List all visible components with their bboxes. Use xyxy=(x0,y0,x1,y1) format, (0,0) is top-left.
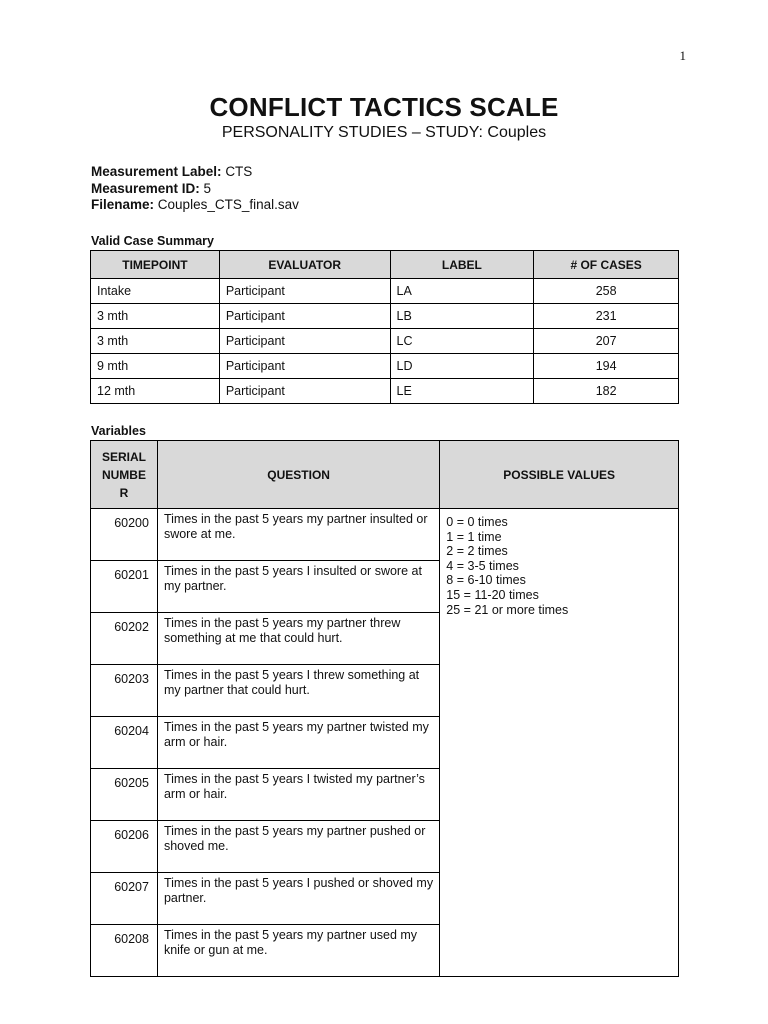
measurement-label-line xyxy=(91,164,299,181)
evaluator-cell: Participant xyxy=(219,329,390,354)
label-cell: LA xyxy=(390,279,534,304)
cases-cell: 207 xyxy=(534,329,679,354)
serial-header-line: R xyxy=(119,485,129,500)
serial-number-cell: 60204 xyxy=(91,717,158,769)
question-cell: Times in the past 5 years my partner twisted my arm or hair. xyxy=(157,717,439,769)
question-cell: Times in the past 5 years my partner threw something at me that could hurt. xyxy=(157,613,439,665)
timepoint-cell: 9 mth xyxy=(91,354,220,379)
measurement-meta xyxy=(91,164,299,214)
serial-number-cell: 60207 xyxy=(91,873,158,925)
valid-case-summary-table xyxy=(90,250,679,404)
serial-number-cell: 60202 xyxy=(91,613,158,665)
column-header-question: QUESTION xyxy=(157,441,439,509)
column-header-label: LABEL xyxy=(390,251,534,279)
possible-value: 15 = 11-20 times xyxy=(446,587,539,602)
possible-value: 25 = 21 or more times xyxy=(446,602,569,617)
table-row xyxy=(91,279,679,304)
evaluator-cell: Participant xyxy=(219,304,390,329)
question-cell: Times in the past 5 years I pushed or shoved my partner. xyxy=(157,873,439,925)
question-cell: Times in the past 5 years I twisted my partner’s arm or hair. xyxy=(157,769,439,821)
possible-value: 0 = 0 times xyxy=(446,515,508,529)
column-header-possible-values: POSSIBLE VALUES xyxy=(440,441,679,509)
column-header-timepoint: TIMEPOINT xyxy=(91,251,220,279)
possible-value: 2 = 2 times xyxy=(446,544,508,559)
timepoint-cell: 12 mth xyxy=(91,379,220,404)
serial-number-cell: 60208 xyxy=(91,925,158,977)
column-header-evaluator: EVALUATOR xyxy=(219,251,390,279)
table-row xyxy=(91,354,679,379)
serial-number-cell: 60200 xyxy=(91,509,158,561)
page-number: 1 xyxy=(679,48,686,63)
measurement-id-key: Measurement ID: xyxy=(91,180,200,196)
table-header-row xyxy=(91,441,679,509)
measurement-id-value: 5 xyxy=(203,180,212,196)
measurement-label-value: CTS xyxy=(225,164,253,179)
filename-line xyxy=(91,197,299,214)
question-cell: Times in the past 5 years my partner insulted or swore at me. xyxy=(157,509,439,561)
measurement-id-line xyxy=(91,181,299,198)
label-cell: LB xyxy=(390,304,534,329)
question-cell: Times in the past 5 years my partner pushed or shoved me. xyxy=(157,821,439,873)
serial-number-cell: 60205 xyxy=(91,769,158,821)
evaluator-cell: Participant xyxy=(219,379,390,404)
table-row xyxy=(91,509,679,561)
measurement-label-key: Measurement Label: xyxy=(91,164,222,179)
label-cell: LC xyxy=(390,329,534,354)
timepoint-cell: 3 mth xyxy=(91,329,220,354)
variables-table xyxy=(90,440,679,977)
possible-values-cell xyxy=(440,509,679,977)
timepoint-cell: 3 mth xyxy=(91,304,220,329)
label-cell: LE xyxy=(390,379,534,404)
serial-number-cell: 60203 xyxy=(91,665,158,717)
variables-heading: Variables xyxy=(91,424,146,438)
question-cell: Times in the past 5 years I insulted or swore at my partner. xyxy=(157,561,439,613)
document-title: CONFLICT TACTICS SCALE xyxy=(209,92,559,122)
table-row xyxy=(91,379,679,404)
cases-cell: 194 xyxy=(534,354,679,379)
possible-value: 8 = 6-10 times xyxy=(446,573,526,588)
table-header-row xyxy=(91,251,679,279)
question-cell: Times in the past 5 years my partner used my knife or gun at me. xyxy=(157,925,439,977)
table-row xyxy=(91,304,679,329)
column-header-serial-number xyxy=(91,441,158,509)
question-cell: Times in the past 5 years I threw something at my partner that could hurt. xyxy=(157,665,439,717)
cases-cell: 258 xyxy=(534,279,679,304)
evaluator-cell: Participant xyxy=(219,354,390,379)
label-cell: LD xyxy=(390,354,534,379)
table-row xyxy=(91,329,679,354)
evaluator-cell: Participant xyxy=(219,279,390,304)
document-subtitle: PERSONALITY STUDIES – STUDY: Couples xyxy=(221,124,547,141)
timepoint-cell: Intake xyxy=(91,279,220,304)
serial-header-line: SERIAL xyxy=(101,449,146,464)
filename-value: Couples_CTS_final.sav xyxy=(157,197,299,212)
valid-case-summary-heading: Valid Case Summary xyxy=(91,234,214,248)
cases-cell: 182 xyxy=(534,379,679,404)
filename-key: Filename: xyxy=(91,197,155,212)
serial-number-cell: 60201 xyxy=(91,561,158,613)
serial-number-cell: 60206 xyxy=(91,821,158,873)
column-header-cases: # OF CASES xyxy=(534,251,679,279)
possible-value: 1 = 1 time xyxy=(446,529,502,544)
possible-value: 4 = 3-5 times xyxy=(446,558,519,573)
serial-header-line: NUMBE xyxy=(101,467,146,482)
cases-cell: 231 xyxy=(534,304,679,329)
